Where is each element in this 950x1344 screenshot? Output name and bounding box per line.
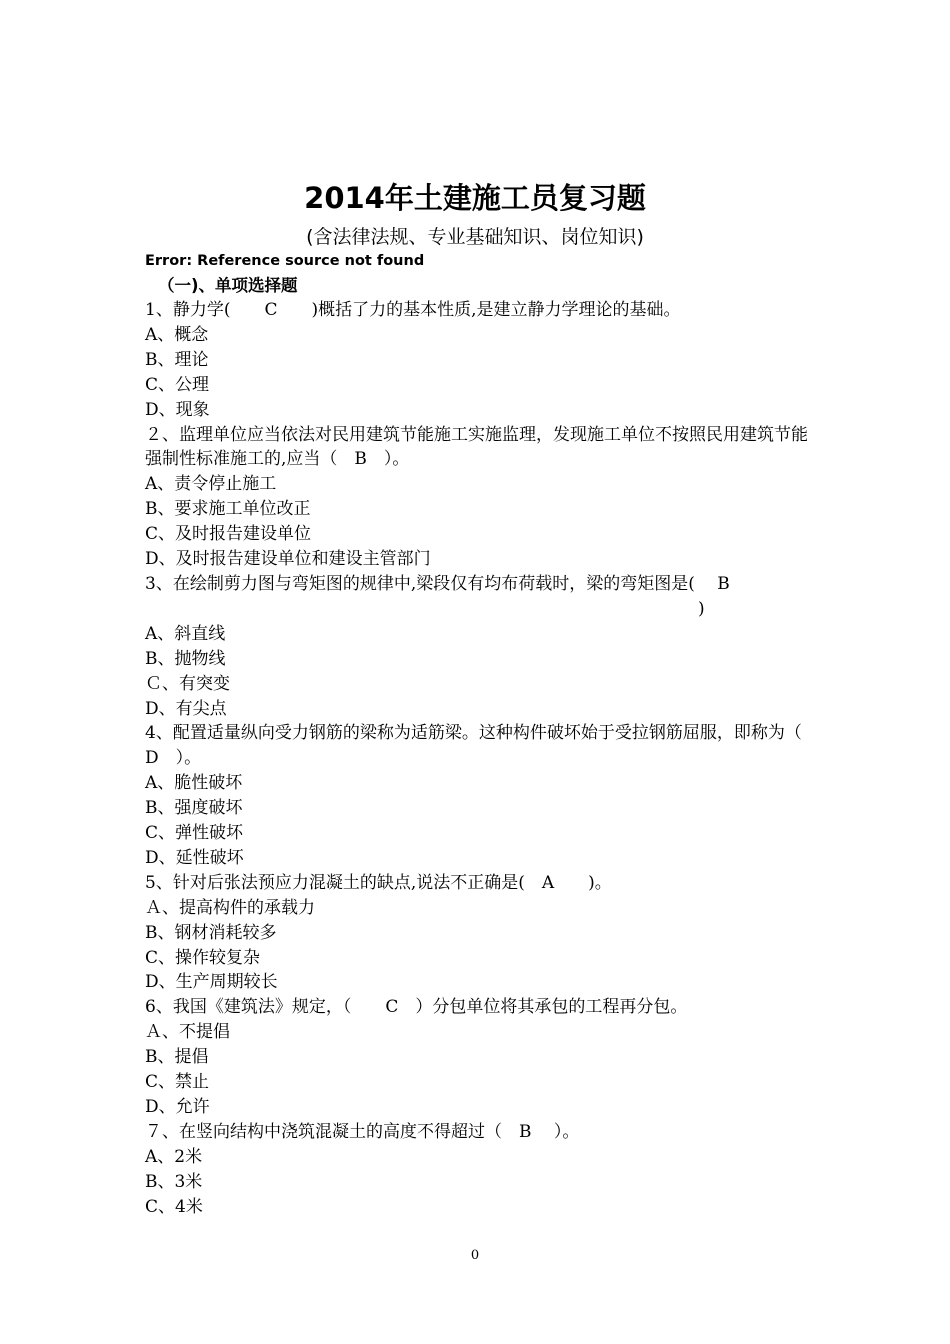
question-option: D、生产周期较长 xyxy=(145,972,278,993)
question-option: A、概念 xyxy=(145,324,209,345)
question-option: D、现象 xyxy=(145,399,210,420)
question-option: D、及时报告建设单位和建设主管部门 xyxy=(145,549,431,570)
question-option: B、提倡 xyxy=(145,1047,209,1068)
question-option: C、公理 xyxy=(145,374,210,395)
question-option: B、要求施工单位改正 xyxy=(145,499,311,520)
question-option: C、4米 xyxy=(145,1196,203,1217)
question-option: C、弹性破坏 xyxy=(145,823,244,844)
question-option: D、延性破坏 xyxy=(145,847,244,868)
question-stem-line: 3、在绘制剪力图与弯矩图的规律中,梁段仅有均布荷载时，梁的弯矩图是( B xyxy=(145,573,730,594)
question-option: D、允许 xyxy=(145,1097,210,1117)
question-list xyxy=(145,298,825,1220)
question-option: A、脆性破坏 xyxy=(145,773,243,794)
page-title: 2014年土建施工员复习题 xyxy=(304,181,646,215)
section-heading: （一)、单项选择题 xyxy=(158,276,298,295)
question-stem: 1、静力学( C )概括了力的基本性质,是建立静力学理论的基础。 xyxy=(145,300,681,320)
question-option: Ａ、提高构件的承载力 xyxy=(145,897,315,918)
question-option: A、2米 xyxy=(145,1146,203,1167)
question-option: B、钢材消耗较多 xyxy=(145,922,277,943)
question-option: A、斜直线 xyxy=(145,623,226,644)
question-stem: 4、配置适量纵向受力钢筋的梁称为适筋梁。这种构件破坏始于受拉钢筋屈服，即称为（ D ）。 xyxy=(145,723,825,769)
question-option: C、禁止 xyxy=(145,1072,210,1093)
question-option: D、有尖点 xyxy=(145,698,227,719)
question-option: B、理论 xyxy=(145,349,209,370)
question-option: B、3米 xyxy=(145,1171,203,1192)
reference-error-note: Error: Reference source not found xyxy=(145,253,425,269)
question-option: C、及时报告建设单位 xyxy=(145,524,312,545)
question-stem: 6、我国《建筑法》规定，（ C ）分包单位将其承包的工程再分包。 xyxy=(145,997,688,1018)
question-option: Ｃ、有突变 xyxy=(145,673,230,694)
question-option: C、操作较复杂 xyxy=(145,947,261,968)
question-stem: ２、监理单位应当依法对民用建筑节能施工实施监理，发现施工单位不按照民用建筑节能强制性标准施工的,应当（ B ）。 xyxy=(145,424,808,470)
question-option: Ａ、不提倡 xyxy=(145,1022,230,1043)
question-option: B、强度破坏 xyxy=(145,798,243,819)
page-subtitle: (含法律法规、专业基础知识、岗位知识) xyxy=(306,226,644,248)
question-option: A、责令停止施工 xyxy=(145,474,277,495)
question-stem xyxy=(145,572,810,622)
question-option: B、抛物线 xyxy=(145,648,226,669)
page-number: 0 xyxy=(470,1248,480,1263)
question-stem: 5、针对后张法预应力混凝土的缺点,说法不正确是( A )。 xyxy=(145,872,612,893)
question-stem: ７、在竖向结构中浇筑混凝土的高度不得超过（ B ）。 xyxy=(145,1121,580,1142)
question-stem-line: ) xyxy=(698,598,705,619)
